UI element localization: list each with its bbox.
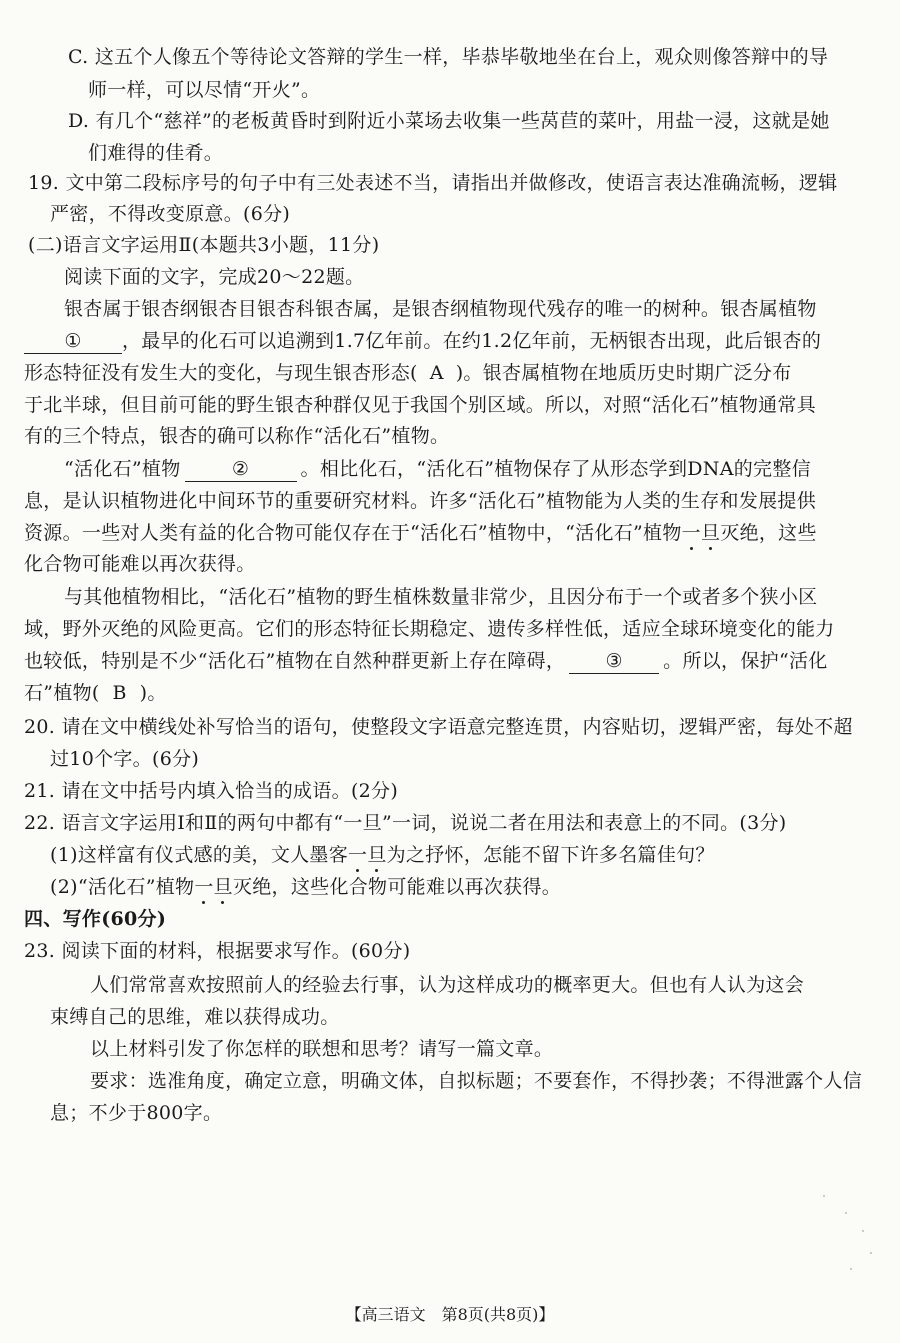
- bracket-b-label[interactable]: B: [112, 682, 127, 704]
- page-footer: 【高三语文 第8页(共8页)】: [345, 1305, 555, 1324]
- q22-s1-b: 为之抒怀，怎能不留下许多名篇佳句？: [386, 844, 715, 866]
- q23-prompt: 以上材料引发了你怎样的联想和思考？请写一篇文章。: [90, 1038, 554, 1060]
- passage-p3-line3: [24, 646, 828, 676]
- q23-requirements-line1: 要求：选准角度，确定立意，明确文体，自拟标题；不要套作，不得抄袭；不得泄露个人信: [90, 1070, 863, 1092]
- passage-p3-line4-a: 石”植物(: [24, 682, 100, 704]
- q23-material-line1: 人们常常喜欢按照前人的经验去行事，认为这样成功的概率更大。但也有人认为这会: [90, 974, 805, 996]
- passage-p1-line3-a: 形态特征没有发生大的变化，与现生银杏形态(: [24, 362, 418, 384]
- scan-speck: [862, 1230, 864, 1232]
- question-19-line2: 严密，不得改变原意。(6分): [50, 203, 291, 225]
- emphasis-dot: [202, 901, 205, 904]
- emphasis-dot: [221, 901, 224, 904]
- option-d-line2: 们难得的佳肴。: [88, 142, 224, 164]
- passage-p3-line3-b: 。所以，保护“活化: [663, 650, 828, 672]
- emphasis-yidan-s1-text: 一旦: [348, 844, 387, 866]
- passage-p2-line2: 息，是认识植物进化中间环节的重要研究材料。许多“活化石”植物能为人类的生存和发展提供: [24, 490, 817, 512]
- passage-p2-line3: [24, 518, 817, 548]
- passage-p1-line3-b: )。银杏属植物在地质历史时期广泛分布: [455, 362, 792, 384]
- question-21: 21. 请在文中括号内填入恰当的成语。(2分): [24, 780, 399, 802]
- emphasis-yidan-passage-text: 一旦: [681, 522, 721, 544]
- emphasis-yidan-s1: [348, 844, 387, 866]
- emphasis-dot: [690, 547, 693, 550]
- answer-blank-1[interactable]: ①: [24, 329, 122, 354]
- passage-p2-line1: [64, 454, 811, 484]
- scan-speck: [870, 1252, 872, 1254]
- question-22-stem: 22. 语言文字运用Ⅰ和Ⅱ的两句中都有“一旦”一词，说说二者在用法和表意上的不同。(3分): [24, 812, 787, 834]
- passage-p3-line2: 域，野外灭绝的风险更高。它们的形态特征长期稳定、遗传多样性低，适应全球环境变化的能力: [24, 618, 835, 640]
- q23-requirements-line2: 息；不少于800字。: [50, 1102, 223, 1124]
- passage-p2-line3-a: 资源。一些对人类有益的化合物可能仅存在于“活化石”植物中，“活化石”植物: [24, 522, 682, 544]
- q22-s1-a: (1)这样富有仪式感的美，文人墨客: [50, 844, 349, 866]
- passage-p1-line3: [24, 358, 792, 388]
- question-22-sentence-1: [50, 840, 715, 870]
- scan-speck: [823, 1195, 825, 1197]
- q23-material-line2: 束缚自己的思维，难以获得成功。: [50, 1006, 340, 1028]
- answer-blank-2[interactable]: ②: [185, 457, 297, 482]
- option-c-line1: C. 这五个人像五个等待论文答辩的学生一样，毕恭毕敬地坐在台上，观众则像答辩中的导: [68, 46, 829, 68]
- question-20-line2: 过10个字。(6分): [50, 748, 200, 770]
- q22-s2-a: (2)“活化石”植物: [50, 876, 195, 898]
- passage-p3-line4: [24, 678, 167, 708]
- emphasis-yidan-passage: [682, 522, 721, 544]
- q22-s2-b: 灭绝，这些化合物可能难以再次获得。: [232, 876, 562, 898]
- section-2-heading: (二)语言文字运用Ⅱ(本题共3小题，11分): [28, 234, 380, 256]
- passage-p2-line4: 化合物可能难以再次获得。: [24, 553, 256, 575]
- question-20-line1: 20. 请在文中横线处补写恰当的语句，使整段文字语意完整连贯，内容贴切，逻辑严密，每处不超: [24, 716, 853, 738]
- passage-p1-line5: 有的三个特点，银杏的确可以称作“活化石”植物。: [24, 425, 450, 447]
- bracket-a-label[interactable]: A: [429, 362, 444, 384]
- scan-speck: [845, 1212, 847, 1214]
- emphasis-dot: [709, 547, 712, 550]
- passage-p1-line2: [24, 326, 821, 356]
- answer-blank-3[interactable]: ③: [569, 649, 659, 674]
- passage-p1-line2-text: ，最早的化石可以追溯到1.7亿年前。在约1.2亿年前，无柄银杏出现，此后银杏的: [122, 330, 822, 352]
- option-d-line1: D. 有几个“慈祥”的老板黄昏时到附近小菜场去收集一些莴苣的菜叶，用盐一浸，这就是她: [68, 110, 830, 132]
- emphasis-yidan-s2-text: 一旦: [194, 876, 233, 898]
- section-4-heading: 四、写作(60分): [24, 908, 167, 930]
- passage-p1-line1: 银杏属于银杏纲银杏目银杏科银杏属，是银杏纲植物现代残存的唯一的树种。银杏属植物: [64, 298, 817, 320]
- question-22-sentence-2: [50, 872, 561, 902]
- emphasis-yidan-s2: [194, 876, 233, 898]
- section-2-instruction: 阅读下面的文字，完成20～22题。: [64, 266, 365, 288]
- passage-p2-line3-b: 灭绝，这些: [720, 522, 817, 544]
- passage-p3-line1: 与其他植物相比，“活化石”植物的野生植株数量非常少，且因分布于一个或者多个狭小区: [64, 586, 818, 608]
- question-19-line1: 19. 文中第二段标序号的句子中有三处表述不当，请指出并做修改，使语言表达准确流畅，逻辑: [28, 172, 838, 194]
- passage-p2-line1-a: “活化石”植物: [64, 458, 181, 480]
- scan-speck: [850, 1268, 852, 1270]
- passage-p2-line1-b: 。相比化石，“活化石”植物保存了从形态学到DNA的完整信: [300, 458, 811, 480]
- passage-p1-line4: 于北半球，但目前可能的野生银杏种群仅见于我国个别区域。所以，对照“活化石”植物通常具: [24, 394, 817, 416]
- passage-p3-line3-a: 也较低，特别是不少“活化石”植物在自然种群更新上存在障碍，: [24, 650, 566, 672]
- question-23-stem: 23. 阅读下面的材料，根据要求写作。(60分): [24, 940, 411, 962]
- passage-p3-line4-b: )。: [139, 682, 167, 704]
- option-c-line2: 师一样，可以尽情“开火”。: [88, 79, 321, 101]
